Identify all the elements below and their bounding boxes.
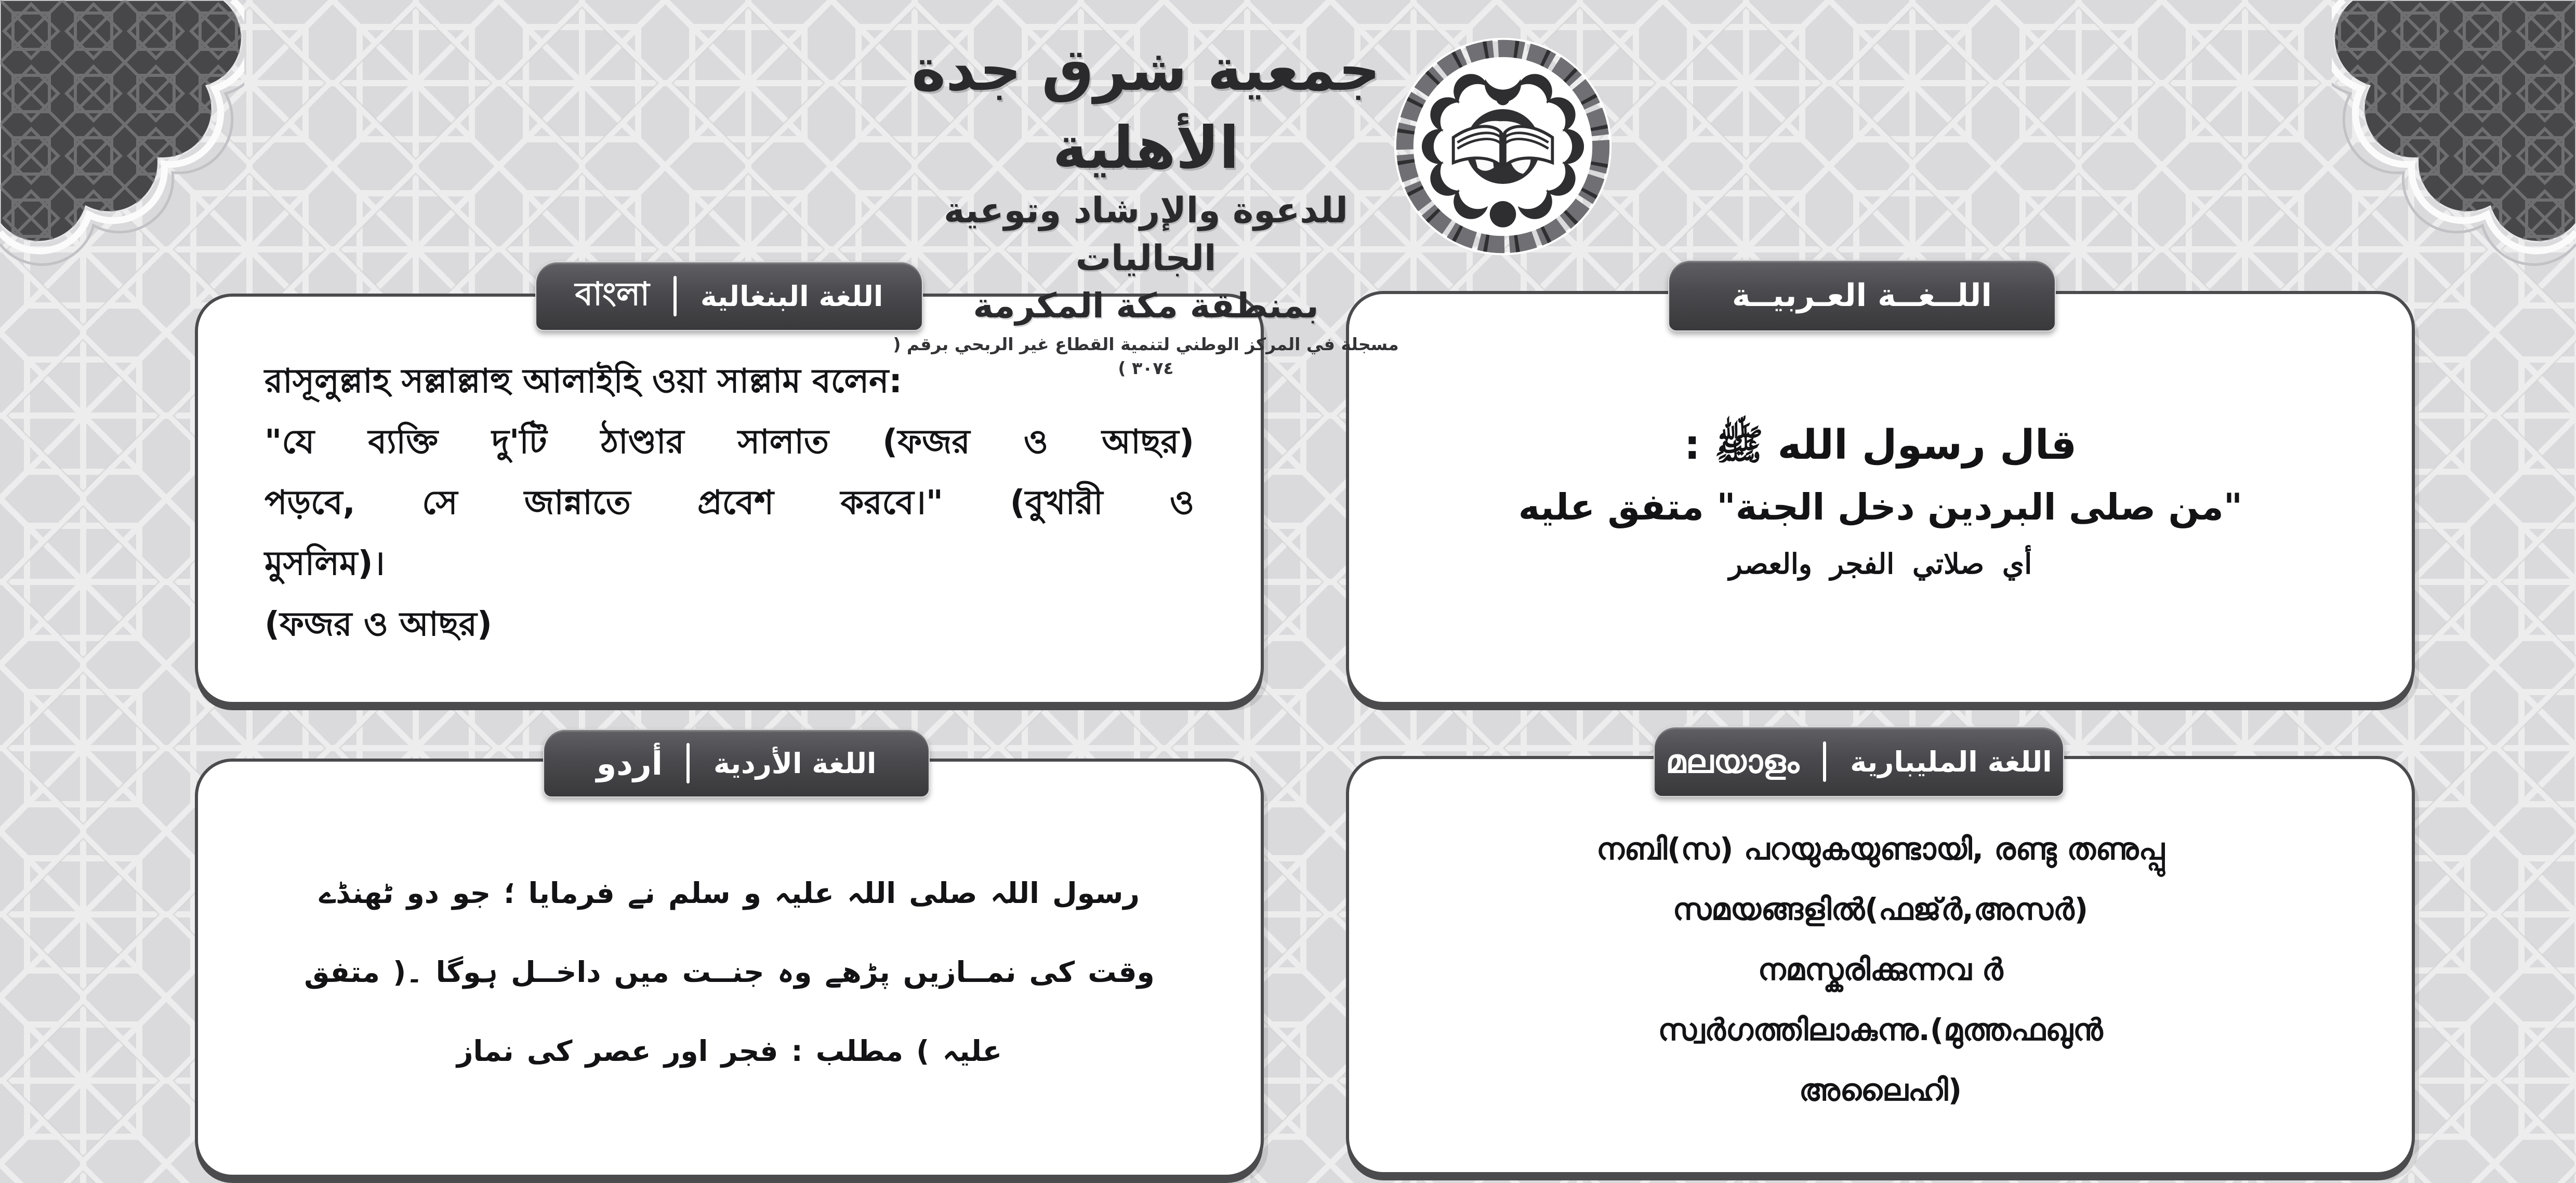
hadith-line: നമസ്കരിക്കുന്നവ ർ bbox=[1758, 952, 2003, 987]
hadith-line: നബി(സ) പറയുകയുണ്ടായി, രണ്ടു തണുപ്പു bbox=[1596, 831, 2165, 867]
urdu-text bbox=[265, 798, 1194, 1146]
corner-ornament-right-icon bbox=[2332, 0, 2576, 291]
urdu-card bbox=[195, 759, 1264, 1178]
hadith-line: "যে ব্যক্তি দু'টি ঠাণ্ডার সালাত (ফজর ও আছর) bbox=[265, 423, 1194, 461]
hadith-line: মুসলিম)। bbox=[265, 544, 385, 583]
hadith-line: قال رسول الله ﷺ : bbox=[1684, 422, 2077, 469]
hadith-line: রাসূলুল্লাহ সল্লাল্লাহু আলাইহি ওয়া সাল্লাম বলেন: bbox=[265, 362, 902, 401]
organization-logo-icon bbox=[1392, 34, 1614, 259]
org-name: جمعية شرق جدة الأهلية bbox=[911, 36, 1381, 182]
org-subtitle: للدعوة والإرشاد وتوعية الجاليات bbox=[944, 190, 1348, 279]
hadith-line: അലൈഹി) bbox=[1799, 1072, 1962, 1108]
hadith-line: رسول اللہ صلی اللہ علیہ و سلم نے فرمایا ؛ جو دو ٹھنڈے bbox=[319, 876, 1140, 910]
tab-label-malayalam-arabic: اللغة المليبارية bbox=[1850, 745, 2052, 778]
malayalam-text bbox=[1416, 795, 2345, 1144]
tab-divider bbox=[673, 276, 677, 316]
tab-label-urdu-arabic: اللغة الأردية bbox=[713, 747, 877, 780]
hadith-line: علیہ ) مطلب : فجر اور عصر کی نماز bbox=[456, 1034, 1002, 1068]
bengali-language-tab bbox=[535, 261, 923, 331]
hadith-line: পড়বে, সে জান্নাতে প্রবেশ করবে।" (বুখারী ও bbox=[265, 484, 1194, 522]
hadith-line: സമയങ്ങളിൽ(ഫജ്ർ,അസർ) bbox=[1672, 892, 2089, 927]
arabic-card bbox=[1346, 291, 2415, 705]
tab-label-bengali-arabic: اللغة البنغالية bbox=[700, 280, 883, 313]
hadith-line: وقت کی نمــازیں پڑھے وہ جنــت میں داخــل ہوگا ۔( متفق bbox=[304, 955, 1155, 989]
hadith-line: "من صلى البردين دخل الجنة" متفق عليه bbox=[1518, 486, 2243, 528]
tab-label-malayalam: മലയാളം bbox=[1666, 742, 1800, 780]
tab-label-arabic: اللــغــة العـربيــة bbox=[1732, 277, 1992, 314]
header bbox=[883, 31, 1408, 380]
org-registration-note: مسجلة في المركز الوطني لتنمية القطاع غير الربحي برقم ( ٣٠٧٤ ) bbox=[893, 334, 1399, 378]
corner-ornament-left-icon bbox=[0, 0, 244, 291]
arabic-language-tab bbox=[1668, 260, 2056, 331]
hadith-line: സ്വർഗത്തിലാകുന്നു.(മുത്തഫഖുൻ bbox=[1658, 1012, 2103, 1047]
tab-divider bbox=[1823, 741, 1826, 782]
org-region: بمنطقة مكة المكرمة bbox=[973, 286, 1319, 326]
hadith-line: (ফজর ও আছর) bbox=[265, 605, 493, 644]
bengali-text bbox=[265, 333, 1194, 673]
malayalam-language-tab bbox=[1654, 726, 2064, 797]
hadith-line: أي صلاتي الفجر والعصر bbox=[1728, 547, 2032, 580]
tab-divider bbox=[686, 743, 690, 783]
arabic-text bbox=[1416, 330, 2345, 673]
malayalam-card bbox=[1346, 756, 2415, 1175]
urdu-language-tab bbox=[543, 729, 930, 797]
tab-label-bengali: বাংলা bbox=[575, 274, 650, 313]
tab-label-urdu: أردو bbox=[596, 744, 663, 782]
